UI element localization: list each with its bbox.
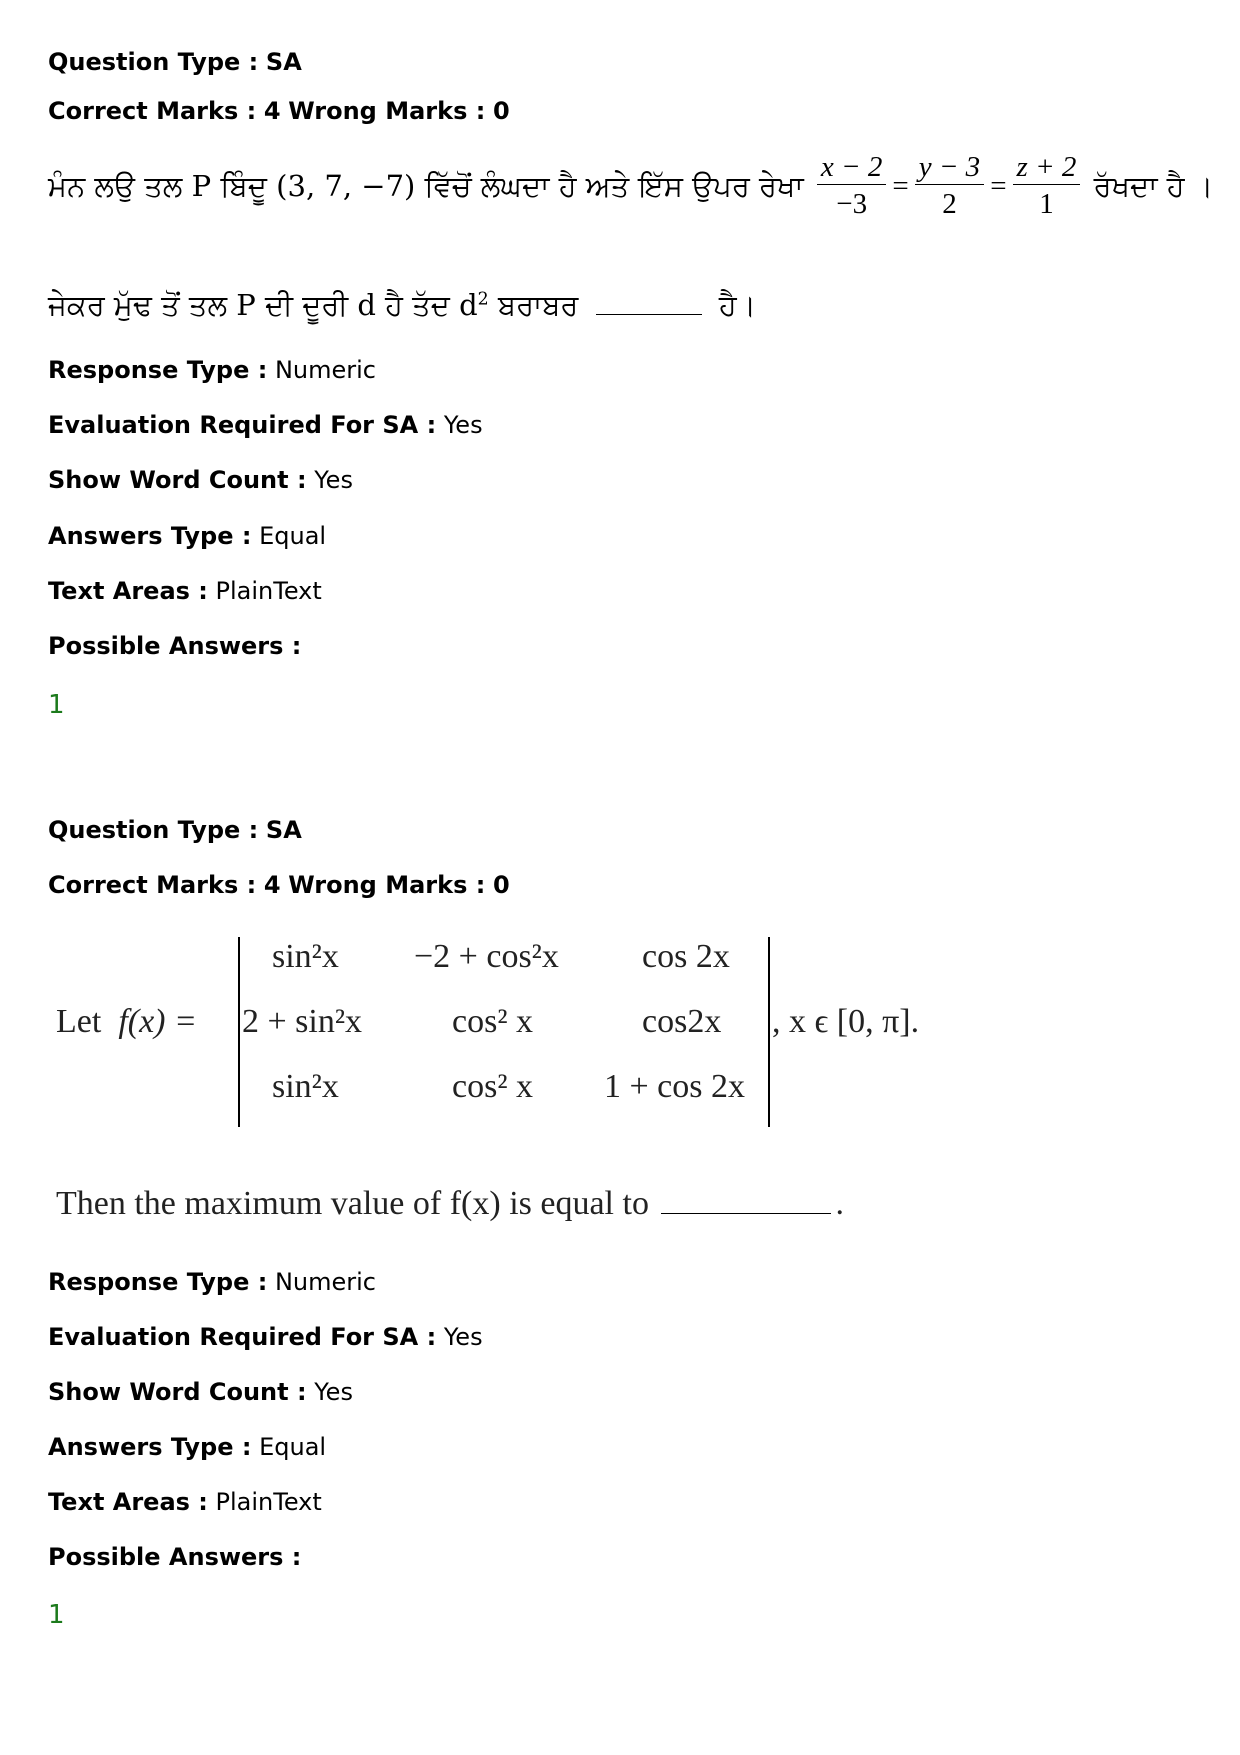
let-text: Let — [56, 1003, 102, 1040]
evaluation-required-row — [48, 1322, 483, 1352]
fraction-numerator: y − 3 — [915, 150, 984, 185]
answers-type-label: Answers Type : — [48, 1433, 252, 1461]
answer-blank — [661, 1185, 831, 1214]
question-type-label: Question Type : — [48, 48, 259, 76]
response-type-label: Response Type : — [48, 1268, 268, 1296]
correct-marks-label: Correct Marks : — [48, 97, 257, 125]
text-areas-label: Text Areas : — [48, 577, 208, 605]
evaluation-required-value: Yes — [443, 411, 483, 439]
stem-text: Then the maximum value of f(x) is equal to — [56, 1185, 649, 1222]
response-type-row — [48, 355, 376, 385]
wrong-marks-value: 0 — [492, 97, 510, 125]
fraction-z — [1013, 150, 1081, 223]
evaluation-required-row — [48, 410, 483, 440]
text-areas-row — [48, 1487, 322, 1517]
question-type-value: SA — [265, 816, 302, 844]
response-type-value: Numeric — [274, 356, 376, 384]
correct-marks-value: 4 — [263, 97, 281, 125]
question-type-value: SA — [265, 48, 302, 76]
stem-text-end: . — [835, 1185, 844, 1222]
stem-text-end: ਹੈ। — [718, 288, 757, 322]
show-word-count-value: Yes — [314, 1378, 353, 1406]
matrix-cell: 1 + cos 2x — [604, 1068, 745, 1105]
possible-answers-label: Possible Answers : — [48, 632, 302, 660]
matrix-cell: cos² x — [452, 1068, 534, 1105]
question-type-label: Question Type : — [48, 816, 259, 844]
fraction-x — [817, 150, 886, 223]
fraction-denominator: −3 — [836, 188, 868, 220]
fraction-numerator: z + 2 — [1013, 150, 1081, 185]
equals-sign: = — [990, 170, 1007, 202]
wrong-marks-value: 0 — [492, 871, 510, 899]
matrix-cell: sin²x — [272, 1068, 339, 1105]
answer-blank — [596, 290, 702, 315]
question-stem-line-2 — [56, 1185, 844, 1223]
show-word-count-label: Show Word Count : — [48, 466, 307, 494]
domain-text: , x ϵ [0, π]. — [772, 1003, 920, 1040]
marks-row — [48, 96, 510, 126]
possible-answer-value: 1 — [48, 1600, 65, 1630]
fraction-denominator: 2 — [942, 188, 957, 220]
response-type-value: Numeric — [274, 1268, 376, 1296]
text-areas-value: PlainText — [215, 577, 322, 605]
wrong-marks-label: Wrong Marks : — [288, 97, 486, 125]
possible-answers-row — [48, 631, 301, 661]
possible-answer-value: 1 — [48, 690, 65, 720]
question-stem-line-1 — [48, 150, 1213, 223]
superscript: 2 — [477, 289, 489, 310]
matrix-cell: −2 + cos²x — [414, 938, 559, 975]
response-type-label: Response Type : — [48, 356, 268, 384]
question-stem-line-2 — [48, 288, 756, 323]
matrix-cell: 2 + sin²x — [242, 1003, 363, 1040]
matrix-cell: cos² x — [452, 1003, 534, 1040]
stem-text: ਬਰਾਬਰ — [497, 288, 579, 322]
answers-type-value: Equal — [259, 1433, 327, 1461]
stem-text-end: ਰੱਖਦਾ ਹੈ । — [1093, 169, 1214, 203]
possible-answers-row — [48, 1542, 301, 1572]
matrix-cell: sin²x — [272, 938, 339, 975]
text-areas-value: PlainText — [215, 1488, 322, 1516]
fraction-numerator: x − 2 — [817, 150, 886, 185]
evaluation-required-label: Evaluation Required For SA : — [48, 1323, 437, 1351]
determinant-left-bar — [238, 937, 240, 1127]
wrong-marks-label: Wrong Marks : — [288, 871, 486, 899]
correct-marks-label: Correct Marks : — [48, 871, 257, 899]
response-type-row — [48, 1267, 376, 1297]
evaluation-required-label: Evaluation Required For SA : — [48, 411, 437, 439]
function-definition — [56, 1003, 197, 1041]
question-type-row — [48, 815, 302, 845]
stem-text: ਮੰਨ ਲਉ ਤਲ P ਬਿੰਦੂ (3, 7, −7) ਵਿੱਚੋਂ ਲੰਘਦਾ ਹੈ ਅਤੇ ਇੱਸ ਉਪਰ ਰੇਖਾ — [48, 169, 804, 203]
marks-row — [48, 870, 510, 900]
function-label: f(x) = — [118, 1003, 197, 1040]
correct-marks-value: 4 — [263, 871, 281, 899]
stem-text: ਜੇਕਰ ਮੁੱਢ ਤੋਂ ਤਲ P ਦੀ ਦੂਰੀ d ਹੈ ਤੱਦ d — [48, 288, 478, 322]
determinant-right-bar — [768, 937, 770, 1127]
matrix-cell: cos 2x — [642, 938, 730, 975]
answers-type-value: Equal — [259, 522, 327, 550]
text-areas-row — [48, 576, 322, 606]
possible-answers-label: Possible Answers : — [48, 1543, 302, 1571]
show-word-count-row — [48, 465, 353, 495]
show-word-count-label: Show Word Count : — [48, 1378, 307, 1406]
text-areas-label: Text Areas : — [48, 1488, 208, 1516]
fraction-y — [915, 150, 984, 223]
answers-type-row — [48, 1432, 326, 1462]
show-word-count-row — [48, 1377, 353, 1407]
equals-sign: = — [892, 170, 909, 202]
evaluation-required-value: Yes — [443, 1323, 483, 1351]
answers-type-label: Answers Type : — [48, 522, 252, 550]
question-type-row — [48, 47, 302, 77]
matrix-cell: cos2x — [642, 1003, 722, 1040]
show-word-count-value: Yes — [314, 466, 353, 494]
fraction-denominator: 1 — [1039, 188, 1054, 220]
answers-type-row — [48, 521, 326, 551]
determinant-expression — [56, 925, 956, 1125]
